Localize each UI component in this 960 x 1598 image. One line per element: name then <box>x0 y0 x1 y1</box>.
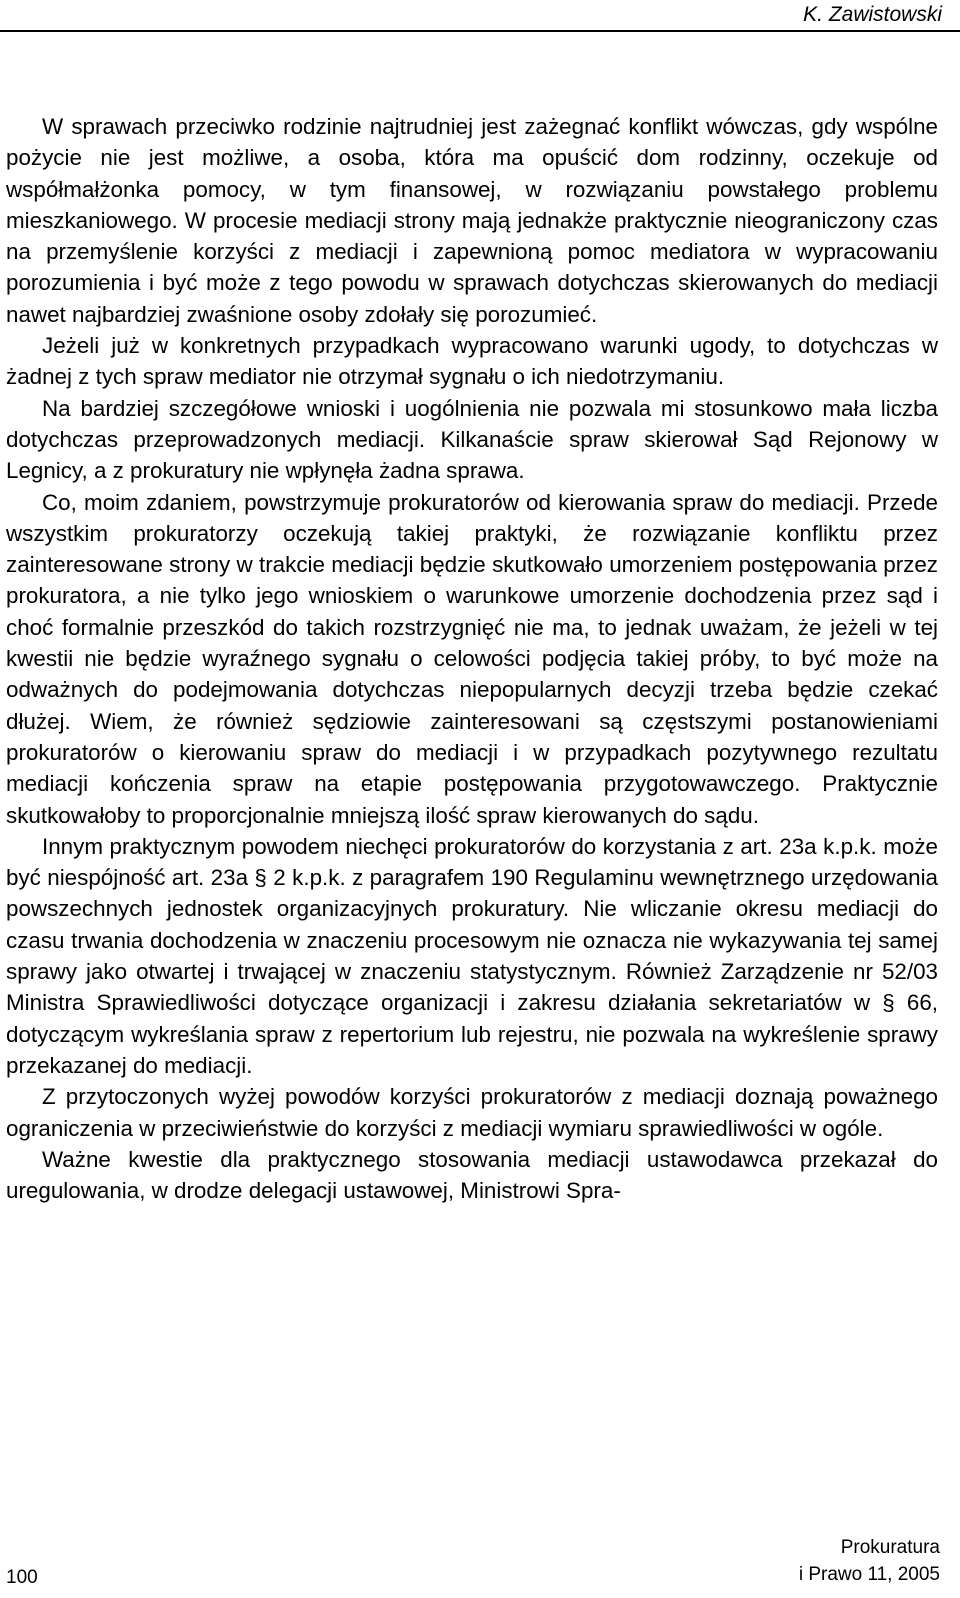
paragraph: Innym praktycznym powodem niechęci prokuratorów do korzystania z art. 23a k.p.k. może być niespójność art. 23a § 2 k.p.k. z paragrafem 190 Regulaminu wewnętrznego urzędowania powszechnych jednostek organizacyjnych prokuratury. Nie wliczanie okresu mediacji do czasu trwania dochodzenia w znaczeniu procesowym nie oznacza nie wykazywania tej samej sprawy jako otwartej i trwającej w znaczeniu statystycznym. Również Zarządzenie nr 52/03 Ministra Sprawiedliwości dotyczące organizacji i zakresu działania sekretariatów w § 66, dotyczącym wykreślania spraw z repertorium lub rejestru, nie pozwala na wykreślenie sprawy przekazanej do mediacji. <box>6 833 938 1078</box>
paragraph: Z przytoczonych wyżej powodów korzyści prokuratorów z mediacji doznają poważnego ograniczenia w przeciwieństwie do korzyści z mediacji wymiaru sprawiedliwości w ogóle. <box>6 1084 938 1141</box>
article-body <box>6 111 938 1206</box>
journal-issue: i Prawo 11, 2005 <box>798 1564 940 1585</box>
journal-name: Prokuratura <box>840 1537 940 1558</box>
page-number: 100 <box>6 1567 38 1588</box>
paragraph: Jeżeli już w konkretnych przypadkach wypracowano warunki ugody, to dotychczas w żadnej z tych spraw mediator nie otrzymał sygnału o ich niedotrzymaniu. <box>6 333 938 390</box>
journal-footer <box>799 1534 940 1588</box>
paragraph: Na bardziej szczegółowe wnioski i uogólnienia nie pozwala mi stosunkowo mała liczba dotychczas przeprowadzonych mediacji. Kilkanaście spraw skierował Sąd Rejonowy w Legnicy, a z prokuratury nie wpłynęła żadna sprawa. <box>6 395 938 484</box>
paragraph: Co, moim zdaniem, powstrzymuje prokuratorów od kierowania spraw do mediacji. Przede wszystkim prokuratorzy oczekują takiej praktyki, że rozwiązanie konfliktu przez zainteresowane strony w trakcie mediacji będzie skutkowało umorzeniem postępowania przez prokuratora, a nie tylko jego wnioskiem o warunkowe umorzenie dochodzenia przez sąd i choć formalnie przeszkód do takich rozstrzygnięć nie ma, to jednak uważam, że jeżeli w tej kwestii nie będzie wyraźnego sygnału o celowości podjęcia takiej próby, to być może na odważnych do podejmowania dotychczas niepopularnych decyzji trzeba będzie czekać dłużej. Wiem, że również sędziowie zainteresowani są częstszymi postanowieniami prokuratorów o kierowaniu spraw do mediacji i w przypadkach pozytywnego rezultatu mediacji kończenia spraw na etapie postępowania przygotowawczego. Praktycznie skutkowałoby to proporcjonalnie mniejszą ilość spraw kierowanych do sądu. <box>6 489 938 828</box>
running-head-author: K. Zawistowski <box>803 3 942 26</box>
paragraph: Ważne kwestie dla praktycznego stosowania mediacji ustawodawca przekazał do uregulowania, w drodze delegacji ustawowej, Ministrowi Spra- <box>6 1146 938 1204</box>
paragraph: W sprawach przeciwko rodzinie najtrudniej jest zażegnać konflikt wówczas, gdy wspólne pożycie nie jest możliwe, a osoba, która ma opuścić dom rodzinny, oczekuje od współmałżonka pomocy, w tym finansowej, w rozwiązaniu powstałego problemu mieszkaniowego. W procesie mediacji strony mają jednakże praktycznie nieograniczony czas na przemyślenie korzyści z mediacji i zapewnioną pomoc mediatora w wypracowaniu porozumienia i być może z tego powodu w sprawach dotychczas skierowanych do mediacji nawet najbardziej zwaśnione osoby zdołały się porozumieć. <box>6 114 938 327</box>
header-rule <box>0 30 960 32</box>
